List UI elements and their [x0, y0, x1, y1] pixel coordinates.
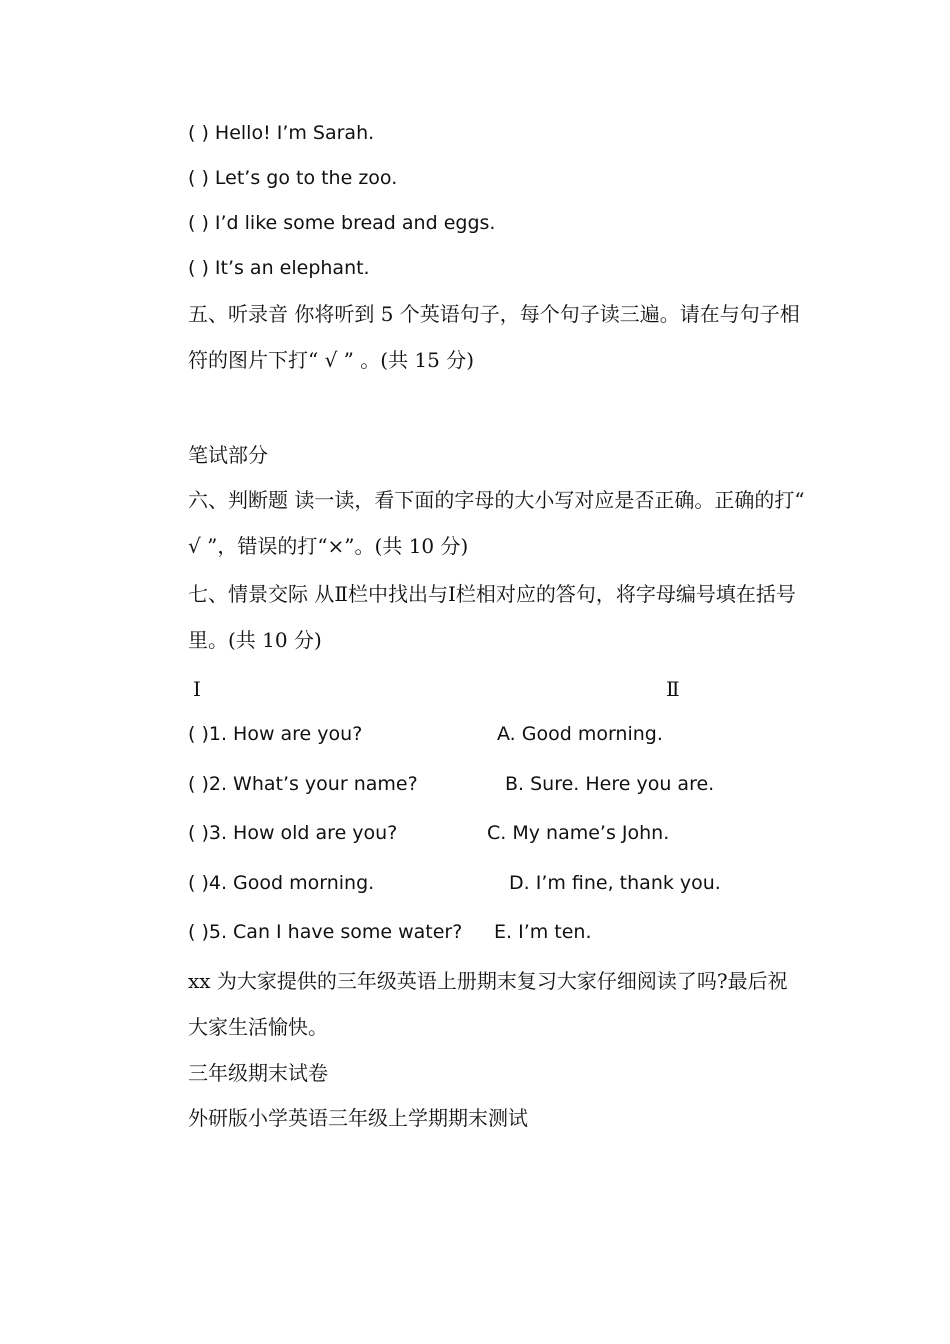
question-2: ( )2. What’s your name? [188, 773, 418, 795]
answer-b: B. Sure. Here you are. [505, 773, 715, 795]
answer-a: A. Good morning. [497, 723, 663, 745]
written-part-heading: 笔试部分 [188, 443, 268, 467]
footer-title-1: 三年级期末试卷 [188, 1061, 328, 1085]
question-1: ( )1. How are you? [188, 723, 363, 745]
section-6-instructions [145, 477, 807, 569]
listening-item-4: ( ) It’s an elephant. [188, 257, 370, 279]
section-5-text: 五、听录音 你将听到 5 个英语句子，每个句子读三遍。请在与句子相符的图片下打“ √ ” 。(共 15 分) [188, 302, 800, 372]
question-4: ( )4. Good morning. [188, 872, 375, 894]
answer-c: C. My name’s John. [487, 822, 670, 844]
section-6-text: 六、判断题 读一读，看下面的字母的大小写对应是否正确。正确的打“ √ ”，错误的打“×”。(共 10 分) [188, 488, 805, 558]
closing-paragraph [145, 958, 807, 1050]
section-5-instructions [145, 291, 807, 383]
answer-d: D. I’m fine, thank you. [509, 872, 721, 894]
closing-text: xx 为大家提供的三年级英语上册期末复习大家仔细阅读了吗?最后祝大家生活愉快。 [188, 969, 788, 1039]
listening-item-2: ( ) Let’s go to the zoo. [188, 167, 398, 189]
answer-e: E. I’m ten. [494, 921, 592, 943]
footer-title-2: 外研版小学英语三年级上学期期末测试 [188, 1106, 528, 1130]
listening-item-1: ( ) Hello! I’m Sarah. [188, 122, 375, 144]
question-5: ( )5. Can I have some water? [188, 921, 463, 943]
section-7-instructions [145, 571, 807, 663]
question-3: ( )3. How old are you? [188, 822, 398, 844]
column-2-header: Ⅱ [666, 677, 680, 701]
section-7-text: 七、情景交际 从Ⅱ栏中找出与Ⅰ栏相对应的答句，将字母编号填在括号里。(共 10 分) [188, 582, 796, 652]
listening-item-3: ( ) I’d like some bread and eggs. [188, 212, 496, 234]
column-1-header: Ⅰ [193, 677, 201, 701]
